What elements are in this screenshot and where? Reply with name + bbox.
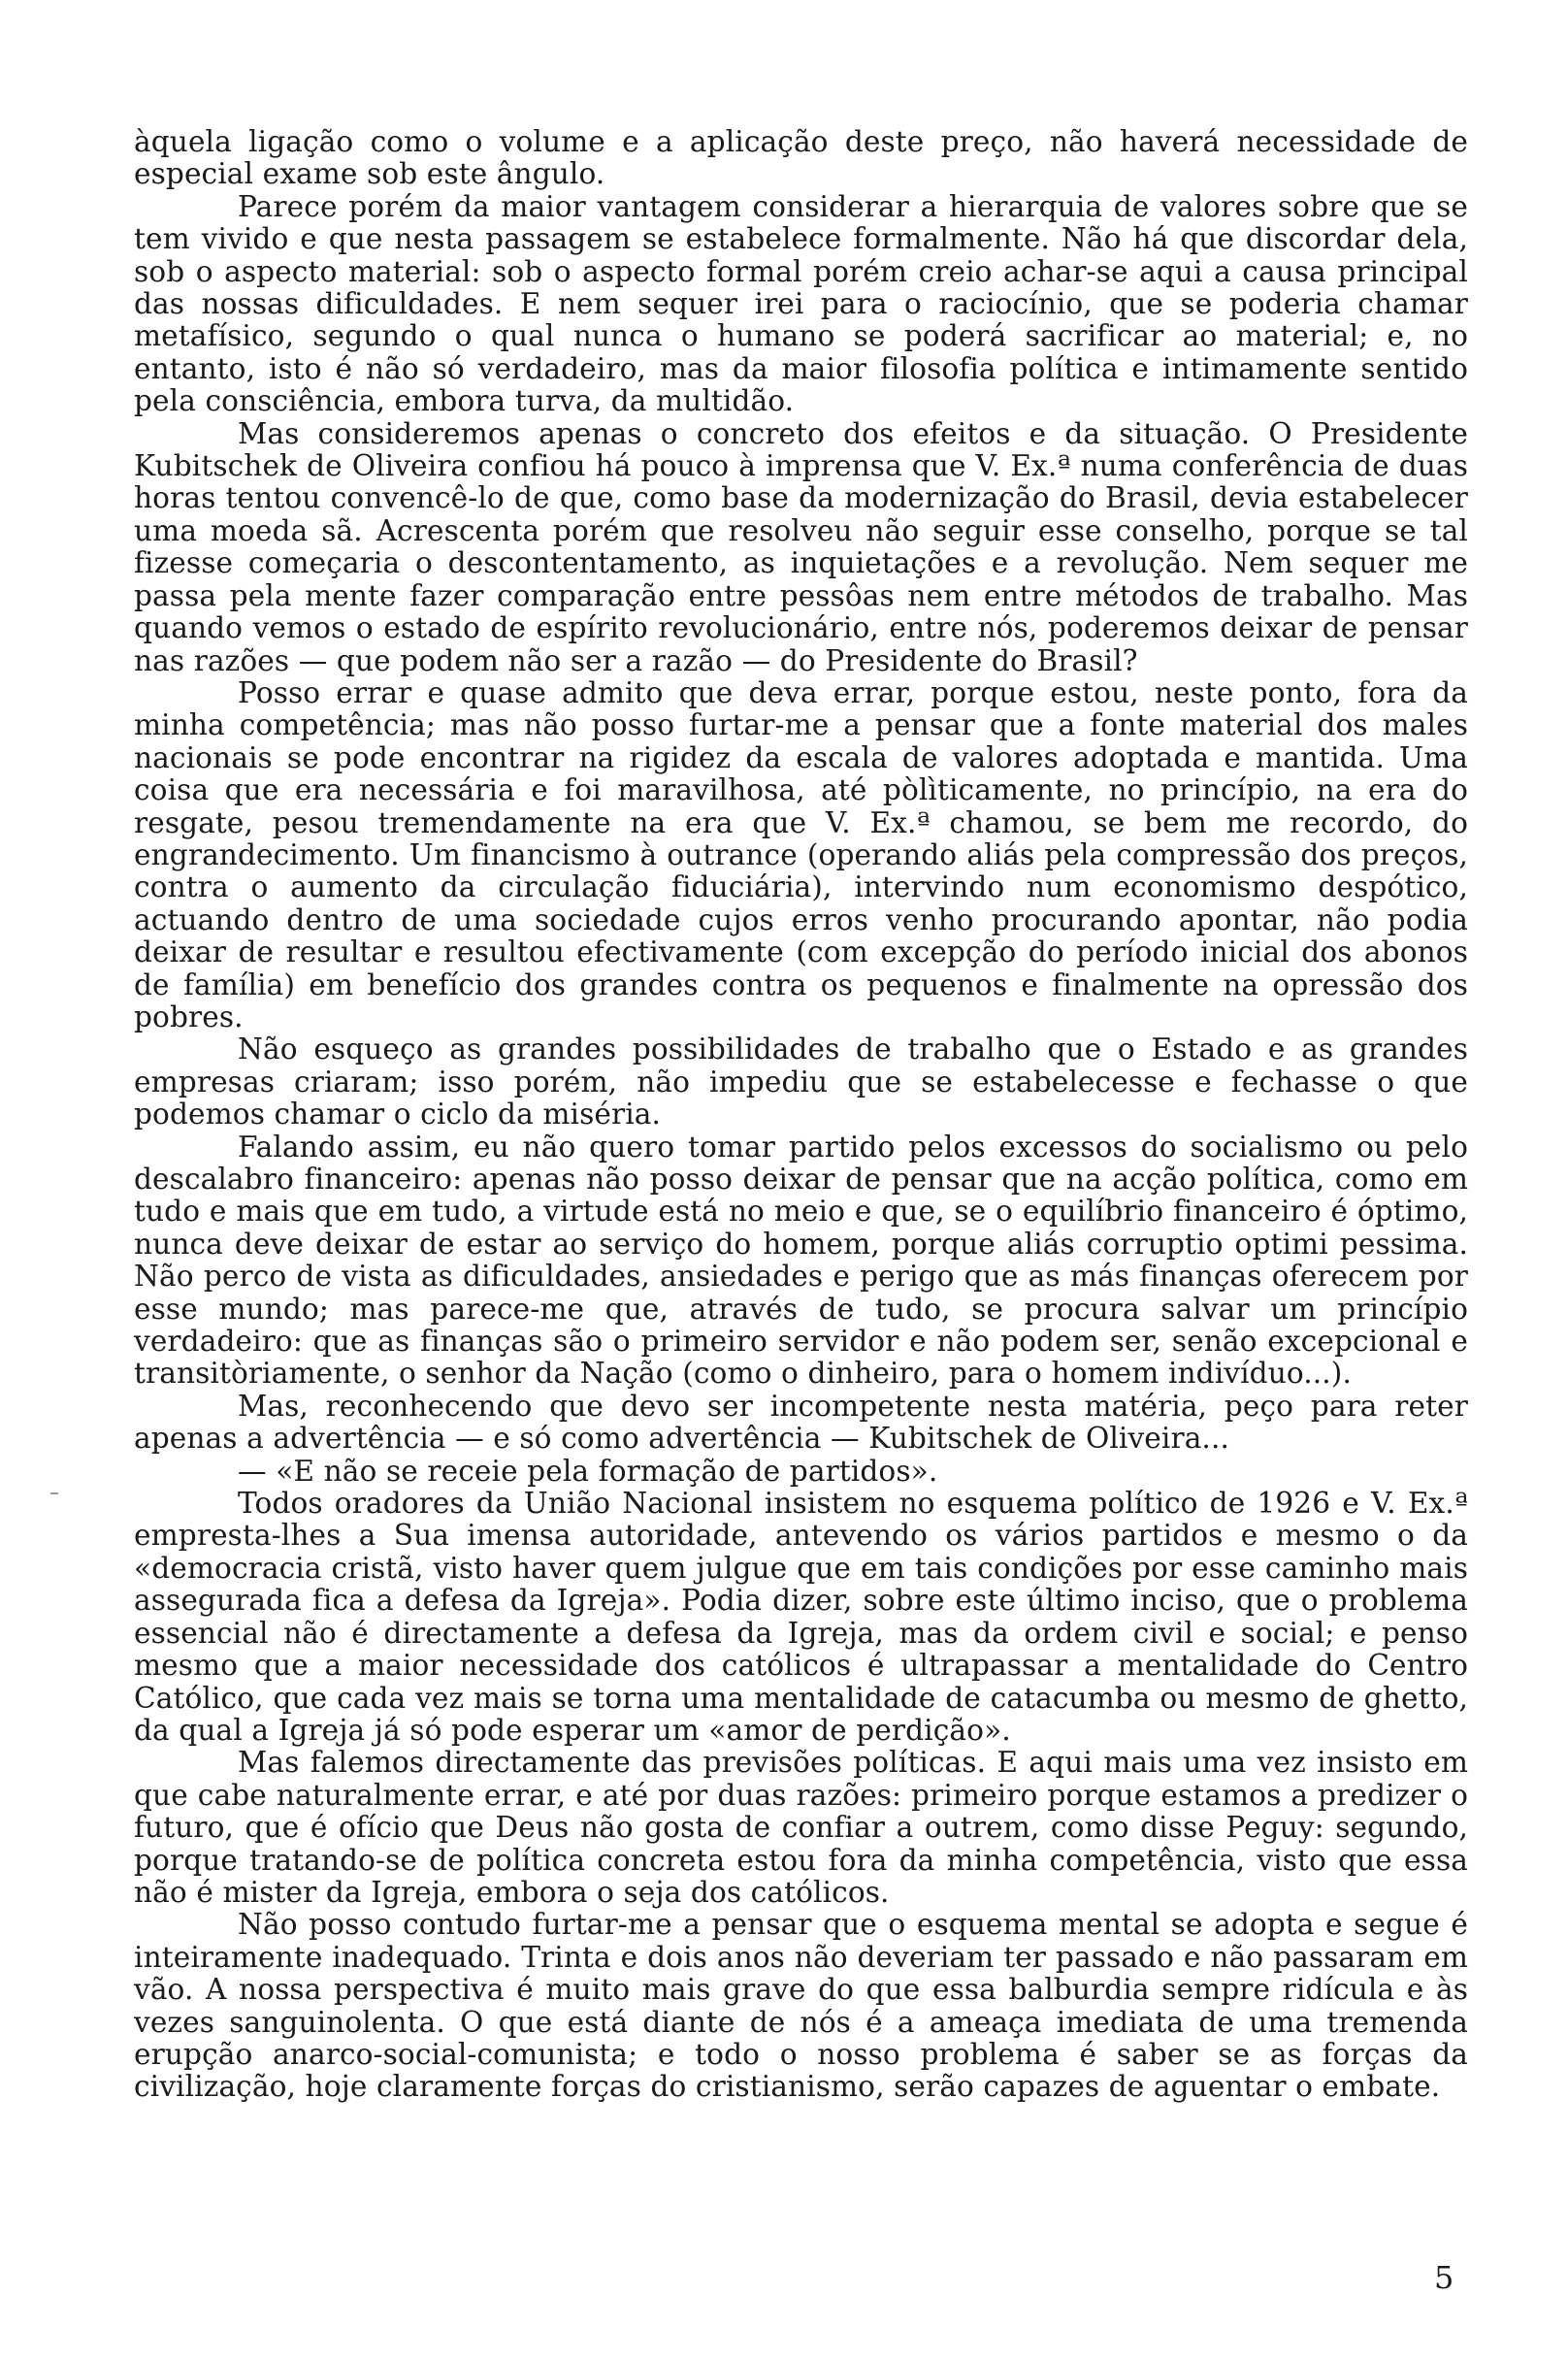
paragraph-1: àquela ligação como o volume e a aplicação deste preço, não haverá necessidade de especial exame sob este ângulo. <box>134 125 1468 191</box>
margin-mark <box>50 1492 58 1494</box>
page-number: 5 <box>1434 2259 1454 2296</box>
paragraph-6: Falando assim, eu não quero tomar partido pelos excessos do socialismo ou pelo descalabro financeiro: apenas não posso deixar de pensar que na acção política, como em tudo e mais que em tudo, a virtude está no meio e que, se o equilíbrio financeiro é óptimo, nunca deve deixar de estar ao serviço do homem, porque aliás corruptio optimi pessima. Não perco de vista as dificuldades, ansiedades e perigo que as más finanças oferecem por esse mundo; mas parece-me que, através de tudo, se procura salvar um princípio verdadeiro: que as finanças são o primeiro servidor e não podem ser, senão excepcional e transitòriamente, o senhor da Nação (como o dinheiro, para o homem indivíduo...). <box>134 1130 1468 1391</box>
paragraph-11: Não posso contudo furtar-me a pensar que o esquema mental se adopta e segue é inteiramente inadequado. Trinta e dois anos não deveriam ter passado e não passaram em vão. A nossa perspectiva é muito mais grave do que essa balburdia sempre ridícula e às vezes sanguinolenta. O que está diante de nós é a ameaça imediata de uma tremenda erupção anarco-social-comunista; e todo o nosso problema é saber se as forças da civilização, hoje claramente forças do cristianismo, serão capazes de aguentar o embate. <box>134 1908 1468 2104</box>
paragraph-3: Mas consideremos apenas o concreto dos efeitos e da situação. O Presidente Kubitschek de Oliveira confiou há pouco à imprensa que V. Ex.ª numa conferência de duas horas tentou convencê-lo de que, como base da modernização do Brasil, devia estabelecer uma moeda sã. Acrescenta porém que resolveu não seguir esse conselho, porque se tal fizesse começaria o descontentamento, as inquietações e a revolução. Nem sequer me passa pela mente fazer comparação entre pessôas nem entre métodos de trabalho. Mas quando vemos o estado de espírito revolucionário, entre nós, poderemos deixar de pensar nas razões — que podem não ser a razão — do Presidente do Brasil? <box>134 416 1468 677</box>
paragraph-5: Não esqueço as grandes possibilidades de trabalho que o Estado e as grandes empresas criaram; isso porém, não impediu que se estabelecesse e fechasse o que podemos chamar o ciclo da miséria. <box>134 1032 1468 1131</box>
paragraph-10: Mas falemos directamente das previsões políticas. E aqui mais uma vez insisto em que cabe naturalmente errar, e até por duas razões: primeiro porque estamos a predizer o futuro, que é ofício que Deus não gosta de confiar a outrem, como disse Peguy: segundo, porque tratando-se de política concreta estou fora da minha competência, visto que essa não é mister da Igreja, embora o seja dos católicos. <box>134 1746 1468 1909</box>
paragraph-7: Mas, reconhecendo que devo ser incompetente nesta matéria, peço para reter apenas a advertência — e só como advertência — Kubitschek de Oliveira... <box>134 1389 1468 1456</box>
paragraph-4: Posso errar e quase admito que deva errar, porque estou, neste ponto, fora da minha competência; mas não posso furtar-me a pensar que a fonte material dos males nacionais se pode encontrar na rigidez da escala de valores adoptada e mantida. Uma coisa que era necessária e foi maravilhosa, até pòlìticamente, no princípio, na era do resgate, pesou tremendamente na era que V. Ex.ª chamou, se bem me recordo, do engrandecimento. Um financismo à outrance (operando aliás pela compressão dos preços, contra o aumento da circulação fiduciária), intervindo num economismo despótico, actuando dentro de uma sociedade cujos erros venho procurando apontar, não podia deixar de resultar e resultou efectivamente (com excepção do período inicial dos abonos de família) em benefício dos grandes contra os pequenos e finalmente na opressão dos pobres. <box>134 675 1468 1033</box>
paragraph-2: Parece porém da maior vantagem considerar a hierarquia de valores sobre que se tem vivido e que nesta passagem se estabelece formalmente. Não há que discordar dela, sob o aspecto material: sob o aspecto formal porém creio achar-se aqui a causa principal das nossas dificuldades. E nem sequer irei para o raciocínio, que se poderia chamar metafísico, segundo o qual nunca o humano se poderá sacrificar ao material; e, no entanto, isto é não só verdadeiro, mas da maior filosofia política e intimamente sentido pela consciência, embora turva, da multidão. <box>134 189 1468 418</box>
page-body <box>134 126 1468 2104</box>
paragraph-9: Todos oradores da União Nacional insistem no esquema político de 1926 e V. Ex.ª empresta-lhes a Sua imensa autoridade, antevendo os vários partidos e mesmo o da «democracia cristã, visto haver quem julgue que em tais condições por esse caminho mais assegurada fica a defesa da Igreja». Podia dizer, sobre este último inciso, que o problema essencial não é directamente a defesa da Igreja, mas da ordem civil e social; e penso mesmo que a maior necessidade dos católicos é ultrapassar a mentalidade do Centro Católico, que cada vez mais se torna uma mentalidade de catacumba ou mesmo de ghetto, da qual a Igreja já só pode esperar um «amor de perdição». <box>134 1487 1468 1747</box>
paragraph-8: — «E não se receie pela formação de partidos». <box>238 1454 938 1488</box>
